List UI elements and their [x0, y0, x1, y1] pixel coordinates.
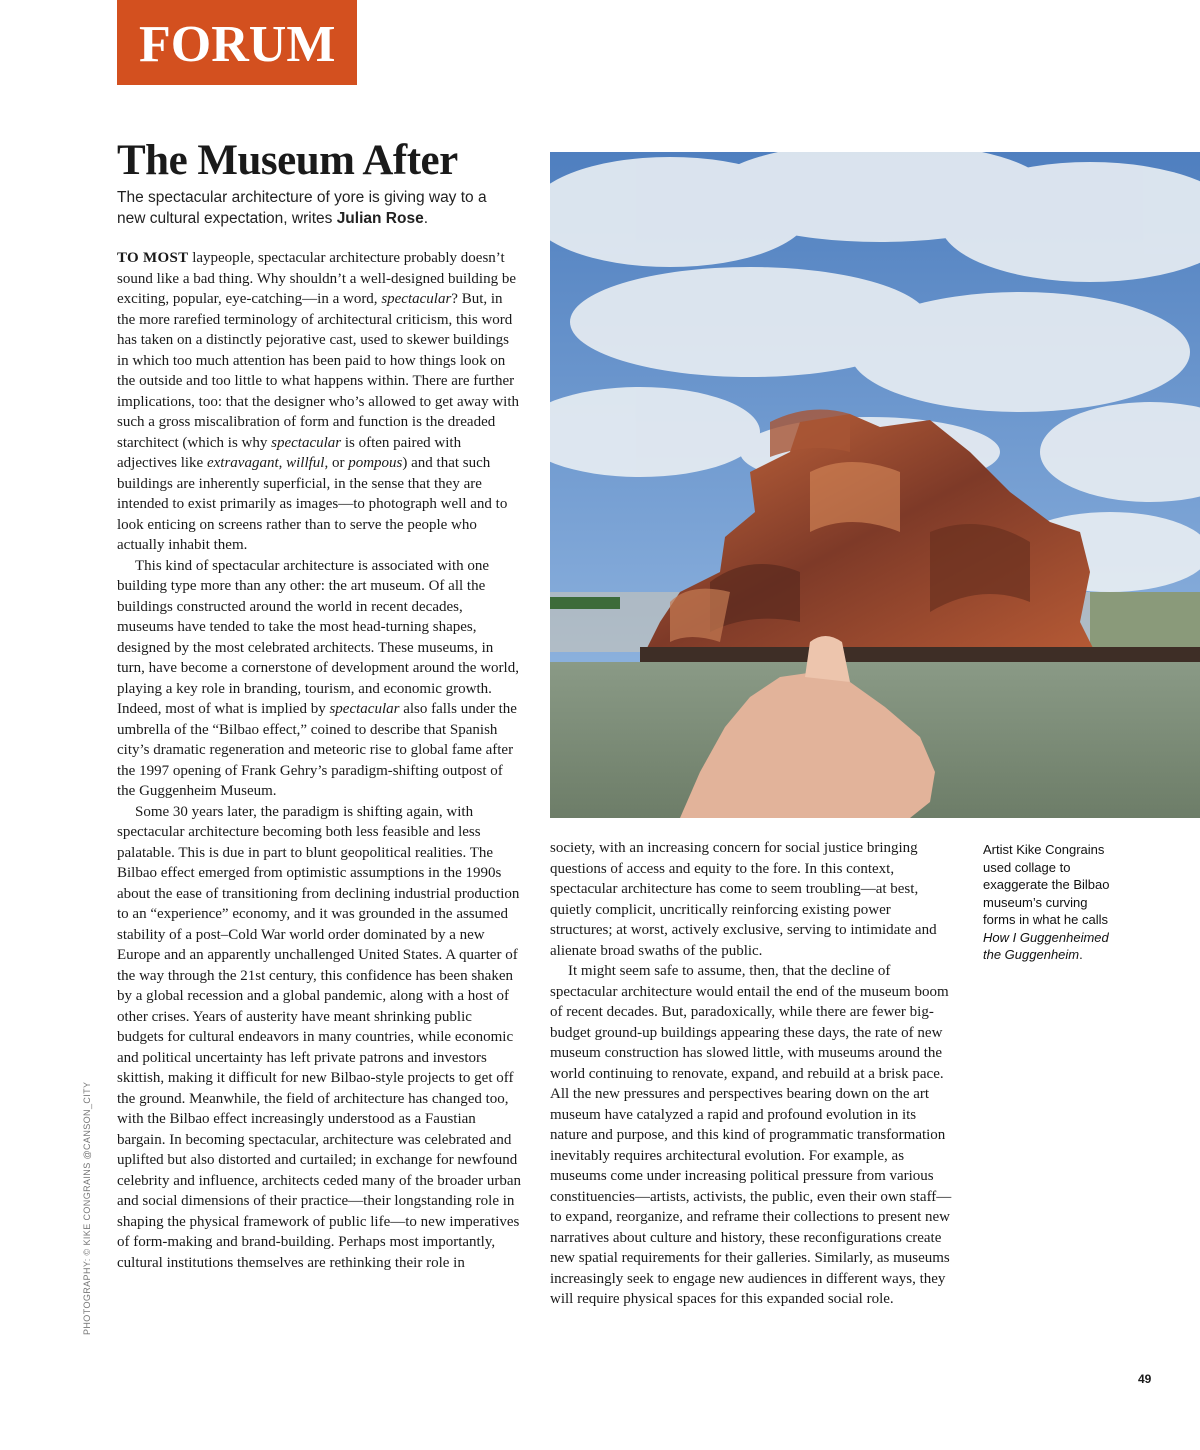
text-run: , or [324, 455, 349, 471]
paragraph-5: It might seem safe to assume, then, that the decline of spectacular architecture would entail the end of the museum boom of recent decades. But, paradoxically, while there are fewer big-budget ground-up buildings appearing these days, the rate of new museum construction has slowed little, with museums around the world continuing to renovate, expand, and rebuild at a brisk pace. All the new pressures and perspectives bearing down on the art museum have catalyzed a rapid and profound evolution in its nature and purpose, and this kind of programmatic transformation inevitably requires architectural evolution. For example, as museums come under increasing political pressure from various constituencies—artists, activists, the public, even their own staff—to expand, reorganize, and reframe their collections to present new narratives about culture and history, these reconfigurations create new spatial requirements for their galleries. Similarly, as museums increasingly seek to engage new audiences in different ways, they will require physical spaces for this expanded social role. [550, 963, 952, 1307]
photo-caption [983, 841, 1113, 964]
paragraph-3: Some 30 years later, the paradigm is shifting again, with spectacular architecture becoming both less feasible and less palatable. This is due in part to blunt geopolitical realities. The Bilbao effect emerged from optimistic assumptions in the 1990s about the ease of transitioning from declining industrial production to an “experience” economy, and it was grounded in the assumed stability of a post–Cold War world order dominated by a new Europe and an apparently unchallenged United States. A quarter of the way through the 21st century, this confidence has been shaken by a global recession and a global pandemic, along with a host of other crises. Years of austerity have meant shrinking public budgets for cultural endeavors in many countries, while economic and political uncertainty has left private patrons and investors skittish, making it difficult for new Bilbao-style projects to get off the ground. Meanwhile, the field of architecture has changed too, with the Bilbao effect increasingly understood as a Faustian bargain. In becoming spectacular, architecture was celebrated and uplifted but also distorted and curtailed; in exchange for newfound celebrity and influence, architects ceded many of the broader urban and social dimensions of their practice—their longstanding role in shaping the physical framework of public life—to new imperatives of form-making and brand-building. Perhaps most importantly, cultural institutions themselves are rethinking their role in [117, 803, 521, 1271]
italic-term: spectacular [271, 434, 342, 451]
guggenheim-collage-image [550, 152, 1200, 818]
dek-end: . [423, 210, 428, 227]
text-run: is often paired with adjectives like [117, 434, 462, 471]
article-title: The Museum After [117, 137, 458, 184]
text-run: ? But, in the more rarefied terminology of architectural criticism, this word has taken on a distinctly pejorative cast, used to skewer buildings in which too much attention has been paid to how things look on the outside and too little to what happens within. There are further implications, too: that the designer who’s allowed to get away with such a gross miscalibration of form and function is the dreaded starchitect (which is why [117, 291, 520, 451]
italic-term: willful [286, 455, 325, 471]
lead-in: TO MOST [117, 250, 189, 266]
author-name: Julian Rose [336, 210, 424, 227]
body-column-1 [117, 248, 522, 1273]
caption-end: . [1079, 947, 1083, 962]
bridge [550, 597, 620, 609]
paragraph-2 [117, 556, 522, 802]
riverbank-hills [1090, 592, 1200, 647]
italic-term: spectacular [381, 291, 452, 307]
text-run: laypeople, spectacular architecture probably doesn’t sound like a bad thing. Why shouldn’t a well-designed building be exciting, popular, eye-catching—in a word, [117, 250, 516, 307]
article-dek [117, 187, 517, 229]
page-number: 49 [1138, 1372, 1152, 1386]
body-column-2 [550, 838, 955, 1310]
italic-term: pompous [348, 455, 403, 471]
museum-photo [550, 152, 1200, 818]
dek-text: The spectacular architecture of yore is giving way to a new cultural expectation, writes [117, 189, 487, 227]
text-run: also falls under the umbrella of the “Bilbao effect,” coined to describe that Spanish city’s dramatic regeneration and meteoric rise to global fame after the 1997 opening of Frank Gehry’s paradigm-shifting outpost of the Guggenheim Museum. [117, 701, 517, 799]
text-run: This kind of spectacular architecture is associated with one building type more than any other: the art museum. Of all the buildings constructed around the world in recent decades, museums have tended to take the most head-turning shapes, designed by the most celebrated architects. These museums, in turn, have become a cornerstone of development around the world, playing a key role in branding, tourism, and economic growth. Indeed, most of what is implied by [117, 557, 519, 717]
caption-work-title: How I Guggenheimed the Guggenheim [983, 929, 1109, 962]
text-run: , [278, 455, 287, 471]
paragraph-1 [117, 248, 522, 556]
text-run: ) and that such buildings are inherently superficial, in the sense that they are intended to exist primarily as images—to photograph well and to look enticing on screens rather than to serve the people who actually inhabit them. [117, 455, 508, 553]
caption-text: Artist Kike Congrains used collage to exaggerate the Bilbao museum’s curving forms in what he calls [983, 842, 1110, 927]
paragraph-4: society, with an increasing concern for social justice bringing questions of access and equity to the fore. In this context, spectacular architecture has come to seem troubling—at best, quietly complicit, uncritically reinforcing existing power structures; at worst, actively exclusive, serving to intimidate and alienate broad swaths of the public. [550, 840, 937, 959]
photo-credit: PHOTOGRAPHY: © KIKE CONGRAINS @CANSON_CITY [82, 1081, 92, 1335]
section-label: FORUM [117, 0, 357, 85]
italic-term: spectacular [329, 701, 400, 717]
italic-term: extravagant [206, 455, 279, 471]
